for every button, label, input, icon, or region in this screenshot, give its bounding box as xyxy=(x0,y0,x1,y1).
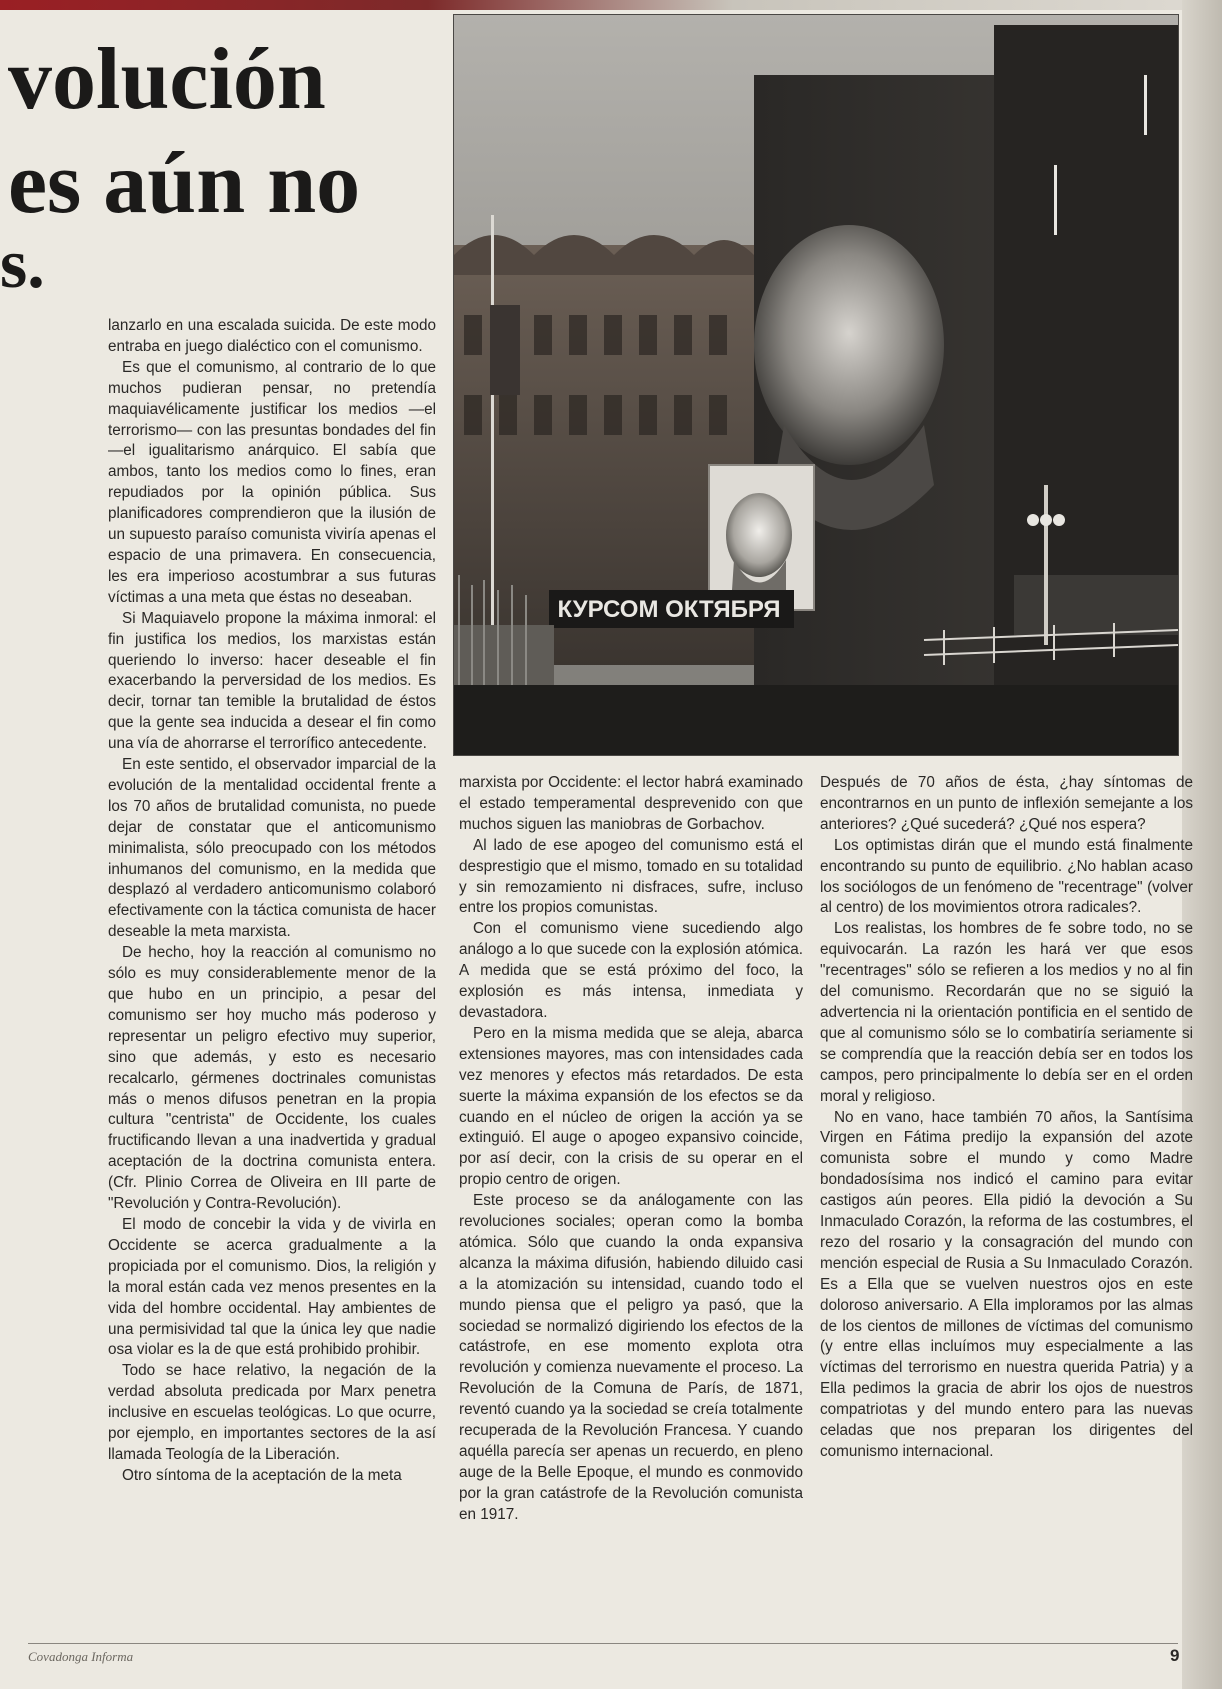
footer-brand: Covadonga Informa xyxy=(28,1649,134,1664)
column-1-paragraph: Otro síntoma de la aceptación de la meta xyxy=(122,1466,402,1484)
column-2-paragraph: Este proceso se da análogamente con las revoluciones sociales; operan como la bomba atómica. Sólo que cuando la onda expansiva alcanza la máxima difusión, habiendo diluido casi a la atomización su intensidad, cuando todo el mundo piensa que el peligro ya pasó, que la sociedad se normalizó digiriendo los efectos de la catástrofe, en ese momento explota otra revolución y comienza nuevamente el proceso. La Revolución de la Comuna de París, de 1871, reventó cuando ya la sociedad se creía totalmente recuperada de la Revolución Francesa. Y cuando aquélla parecía ser apenas un recuerdo, en pleno auge de la Belle Epoque, el mundo es conmovido por la gran catástrofe de la Revolución comunista en 1917. xyxy=(459,1192,803,1523)
banner-text: КУРСОМ ОКТЯБРЯ xyxy=(557,596,781,623)
column-3-paragraph: No en vano, hace también 70 años, la Santísima Virgen en Fátima predijo la expansión del azote comunista sobre el mundo y como Madre bondadosísima nos indicó el camino para evitar castigos aún peores. Ella pidió la devoción a Su Inmaculado Corazón, la reforma de las costumbres, el rezo del rosario y la consagración del mundo con mención especial de Rusia a Su Inmaculado Corazón. Es a Ella que se vuelven nuestros ojos en este doloroso aniversario. A Ella imploramos por las almas de los cientos de millones de víctimas del comunismo (y entre ellas incluímos muy especialmente a las víctimas del terrorismo en nuestra querida Patria) y a Ella pedimos la gracia de abrir los ojos de nuestros compatriotas y del mundo entero para las nuevas celadas que nos preparan los dirigentes del comunismo internacional. xyxy=(820,1108,1193,1460)
column-2-paragraph: Pero en la misma medida que se aleja, abarca extensiones mayores, mas con intensidades cada vez menores y efectos más retardados. De esta suerte la máxima expansión de los efectos se da cuando en el núcleo de origen la acción ya se extinguió. El auge o apogeo expansivo coincide, por así decir, con la crisis de su operar en el propio centro de origen. xyxy=(459,1024,803,1189)
headline-line-3: s. xyxy=(0,226,45,303)
column-2-paragraph: marxista por Occidente: el lector habrá examinado el estado temperamental desprevenido con que muchos siguen las maniobras de Gorbachov. xyxy=(459,774,803,833)
article-column-3 xyxy=(820,773,1193,1463)
column-1-paragraph: De hecho, hoy la reacción al comunismo no sólo es muy considerablemente menor de la que hubo en un principio, a pesar del comunismo ser hoy mucho más poderoso y representar un peligro efectivo muy superior, sino que además, y esto es necesario recalcarlo, gérmenes doctrinales comunistas más o menos difusos penetran en la propia cultura "centrista" de Occidente, los cuales fructificando llevan a una inadvertida y gradual aceptación de la doctrina comunista entera. (Cfr. Plinio Correa de Oliveira en III parte de "Revolución y Contra-Revolución). xyxy=(108,944,436,1213)
column-2-paragraph: Con el comunismo viene sucediendo algo análogo a lo que sucede con la explosión atómica. A medida que se está próximo del foco, la explosión es más intensa, inmediata y devastadora. xyxy=(459,920,803,1021)
column-3-paragraph: Los realistas, los hombres de fe sobre todo, no se equivocarán. La razón les hará ver que esos "recentrages" sólo se refieren a los medios y no al fin del comunismo. Recordarán que no se siguió la advertencia ni la orientación pontificia en el sentido de que al comunismo sólo se lo combatiría seriamente si se comprendía que la reacción debía ser en todos los campos, pero principalmente lo debía ser en el orden moral y religioso. xyxy=(820,920,1193,1105)
headline-line-1: volución xyxy=(8,31,326,128)
article-column-2 xyxy=(459,773,803,1526)
footer-rule xyxy=(28,1643,1178,1644)
top-color-strip xyxy=(0,0,1222,10)
column-1-paragraph: Todo se hace relativo, la negación de la verdad absoluta predicada por Marx penetra inclusive en escuelas teológicas. Lo que ocurre, por ejemplo, en importantes sectores de la así llamada Teología de la Liberación. xyxy=(108,1362,436,1463)
column-3-paragraph: Después de 70 años de ésta, ¿hay síntomas de encontrarnos en un punto de inflexión semejante a los anteriores? ¿Qué sucederá? ¿Qué nos espera? xyxy=(820,774,1193,833)
article-column-1 xyxy=(108,316,436,1487)
column-2-paragraph: Al lado de ese apogeo del comunismo está el desprestigio que el mismo, tomado en su totalidad y sin remozamiento ni disfraces, sufre, incluso entre los propios comunistas. xyxy=(459,836,803,917)
column-1-paragraph: El modo de concebir la vida y de vivirla en Occidente se acerca gradualmente a la propiciada por el comunismo. Dios, la religión y la moral están cada vez menos presentes en la vida del hombre occidental. Hay ambientes de una permisividad tal que la única ley que nadie osa violar es la de que está prohibido prohibir. xyxy=(108,1215,436,1359)
parade-photo-illustration xyxy=(454,15,1178,755)
headline-line-2: es aún no xyxy=(8,135,361,232)
column-1-paragraph: En este sentido, el observador imparcial de la evolución de la mentalidad occidental frente a los 70 años de brutalidad comunista, no puede dejar de constatar que el anticomunismo minimalista, sólo preocupado con los métodos inhumanos del comunismo, en la medida que desplazó al verdadero anticomunismo colaboró efectivamente con la táctica comunista de hacer deseable la meta marxista. xyxy=(108,756,436,941)
column-3-paragraph: Los optimistas dirán que el mundo está finalmente encontrando su punto de equilibrio. ¿No hablan acaso los sociólogos de un fenómeno de "recentrage" (volver al centro) de los movimientos otrora radicales?. xyxy=(820,836,1193,917)
column-1-paragraph: Es que el comunismo, al contrario de lo que muchos pudieran pensar, no pretendía maquiavélicamente justificar los medios —el terrorismo— con las presuntas bondades del fin —el igualitarismo anárquico. El sabía que ambos, tanto los medios como lo fines, eran repudiados por la opinión pública. Sus planificadores comprendieron que la ilusión de un supuesto paraíso comunista viviría apenas el espacio de una primavera. En consecuencia, les era imperioso acostumbrar a sus futuras víctimas a una meta que éstas no deseaban. xyxy=(108,358,436,606)
page-number: 9 xyxy=(1170,1646,1180,1665)
column-1-paragraph: lanzarlo en una escalada suicida. De este modo entraba en juego dialéctico con el comunismo. xyxy=(108,317,436,355)
headline xyxy=(0,28,440,303)
parade-photo xyxy=(453,14,1179,756)
column-1-paragraph: Si Maquiavelo propone la máxima inmoral: el fin justifica los medios, los marxistas están queriendo lo inverso: hacer deseable el fin exacerbando la perversidad de los medios. Es decir, tornar tan temible la brutalidad de éstos que la gente sea inducida a desear el fin como una vía de ahorrarse el terrorífico antecedente. xyxy=(108,609,436,753)
